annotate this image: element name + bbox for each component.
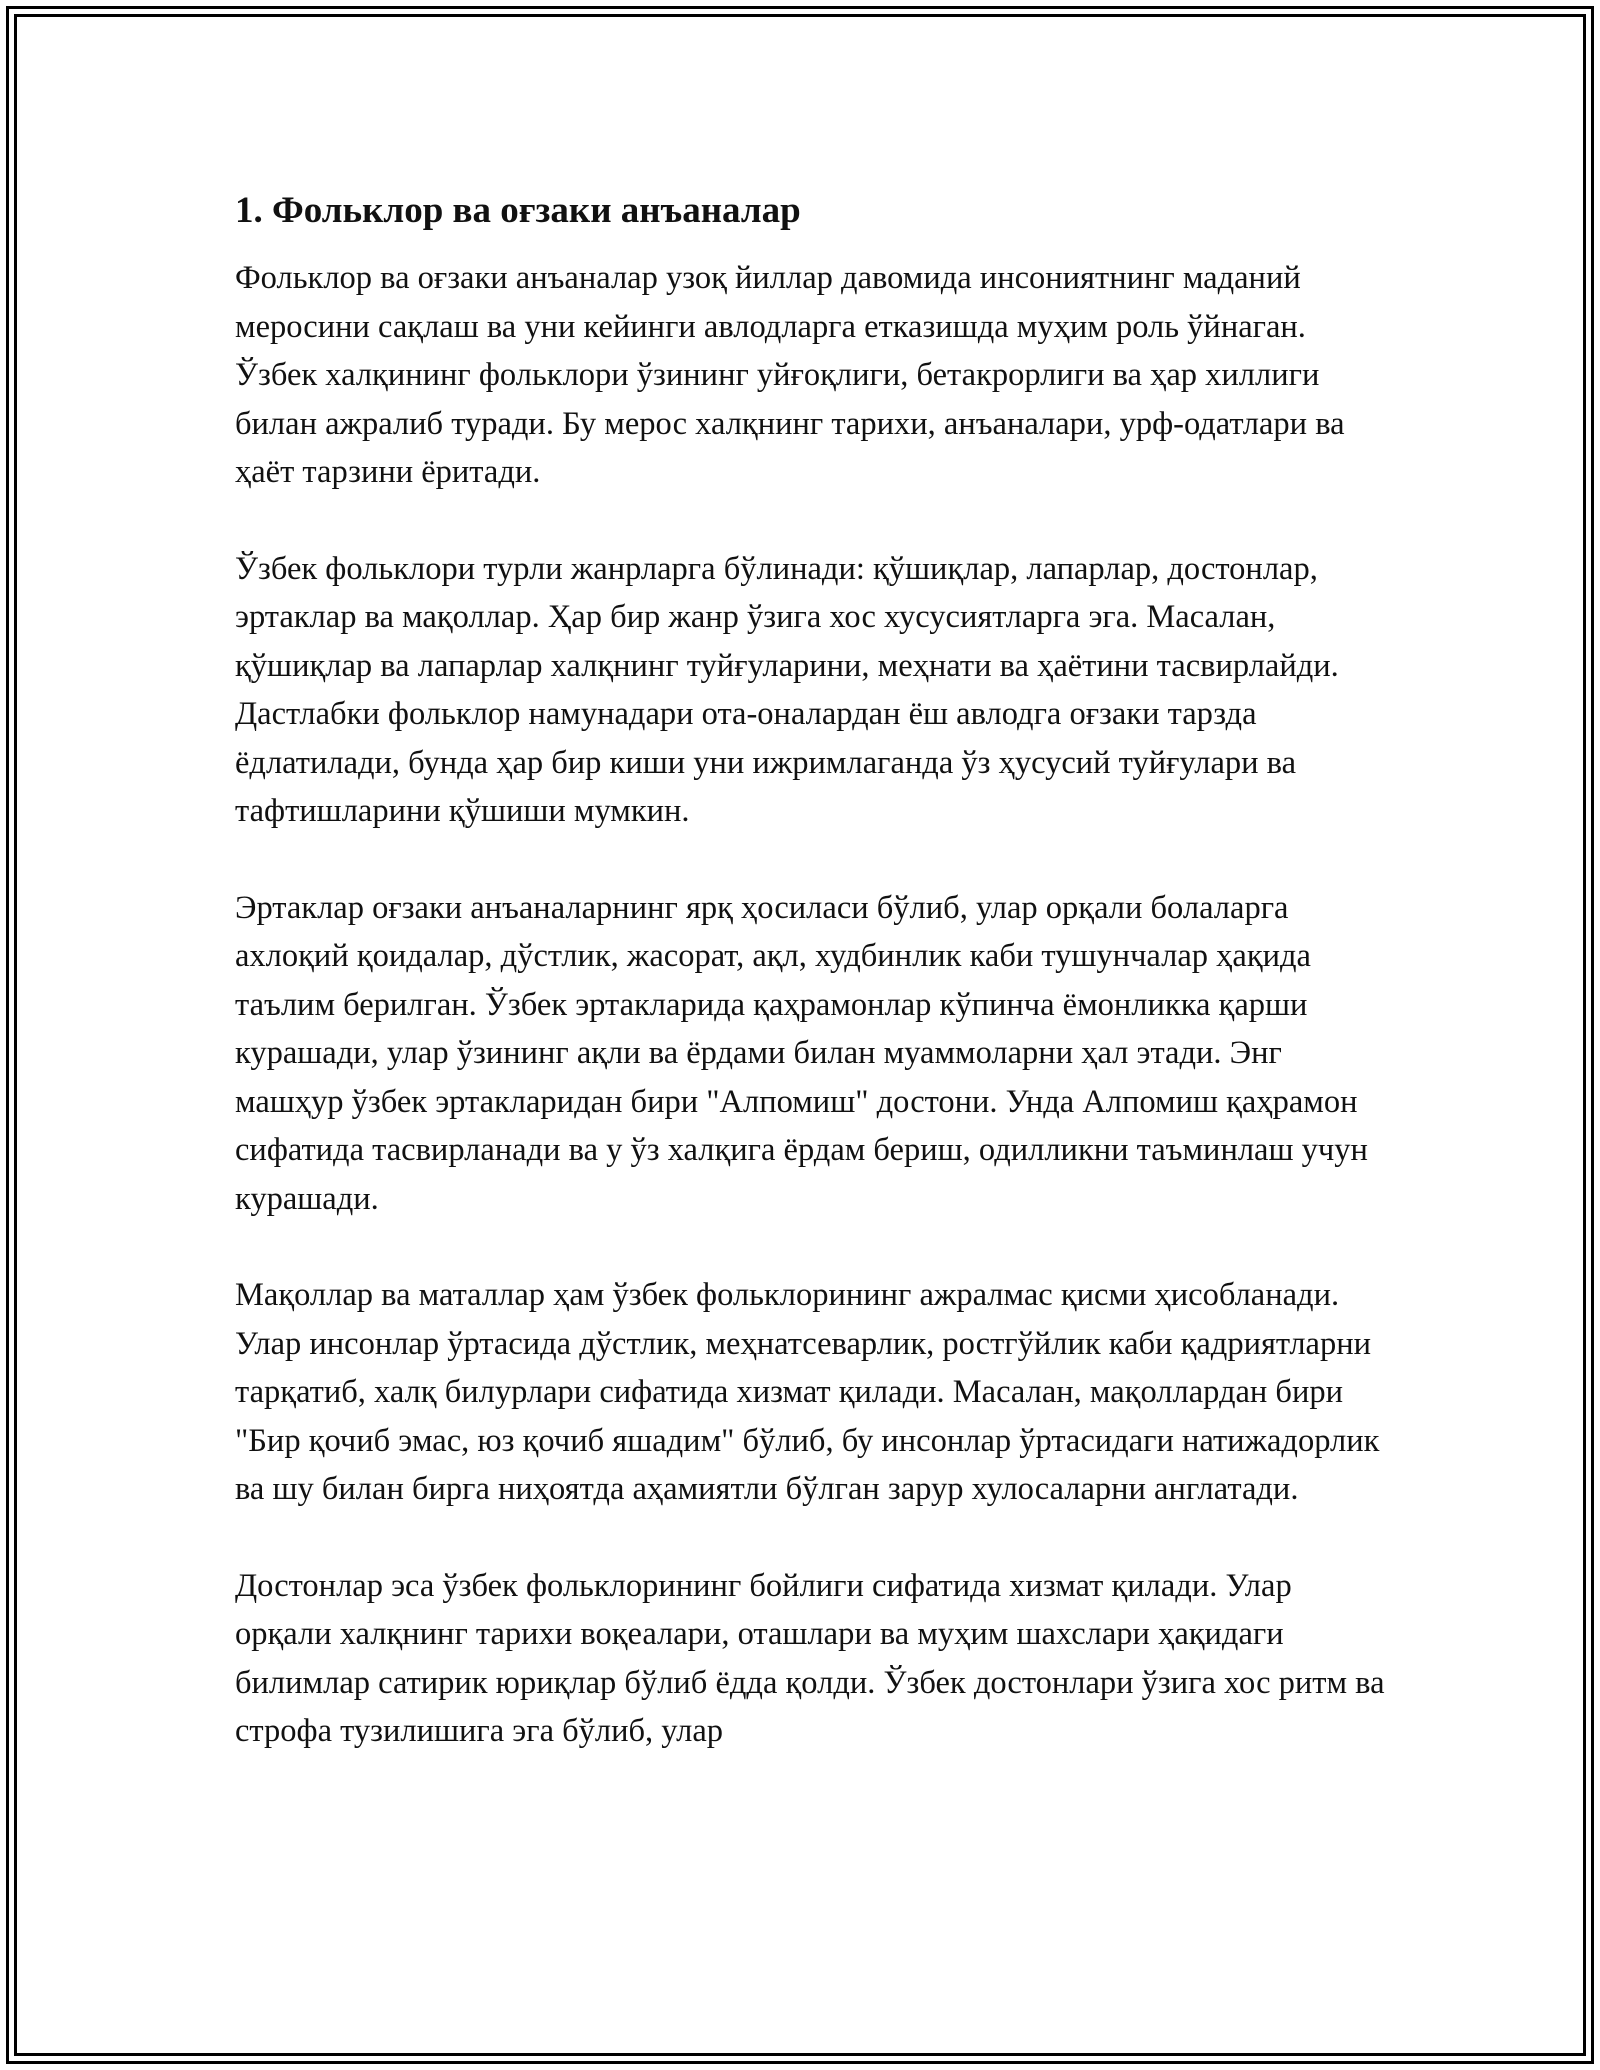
paragraph-2: Ўзбек фольклори турли жанрларга бўлинади: қўшиқлар, лапарлар, достонлар, эртаклар ва мақоллар. Ҳар бир жанр ўзига хос хусусиятларга эга. Масалан, қўшиқлар ва лапарлар халқнинг туйғуларини, меҳнати ва ҳаётини тасвирлайди. Дастлабки фольклор намунадари ота-оналардан ёш авлодга оғзаки тарзда ёдлатилади, бунда ҳар бир киши уни ижримлаганда ўз ҳусусий туйғулари ва тафтишларини қўшиши мумкин. xyxy=(235,550,1339,829)
paragraph-1: Фольклор ва оғзаки анъаналар узоқ йиллар давомида инсониятнинг маданий меросини сақлаш ва уни кейинги авлодларга етказишда муҳим роль ўйнаган. Ўзбек халқининг фольклори ўзининг уйғоқлиги, бетакрорлиги ва ҳар хиллиги билан ажралиб туради. Бу мерос халқнинг тарихи, анъаналари, урф-одатлари ва ҳаёт тарзини ёритади. xyxy=(235,260,1345,490)
document-body xyxy=(235,188,1385,1804)
section-heading: 1. Фольклор ва оғзаки анъаналар xyxy=(235,190,801,231)
paragraph-4: Мақоллар ва маталлар ҳам ўзбек фольклорининг ажралмас қисми ҳисобланади. Улар инсонлар ўртасида дўстлик, меҳнатсеварлик, ростгўйлик каби қадриятларни тарқатиб, халқ билурлари сифатида хизмат қилади. Масалан, мақоллардан бири "Бир қочиб эмас, юз қочиб яшадим" бўлиб, бу инсонлар ўртасидаги натижадорлик ва шу билан бирга ниҳоятда аҳамиятли бўлган зарур хулосаларни англатади. xyxy=(235,1277,1380,1507)
paragraph-5: Достонлар эса ўзбек фольклорининг бойлиги сифатида хизмат қилади. Улар орқали халқнинг тарихи воқеалари, оташлари ва муҳим шахслари ҳақидаги билимлар сатирик юриқлар бўлиб ёдда қолди. Ўзбек достонлари ўзига хос ритм ва строфа тузилишига эга бўлиб, улар xyxy=(235,1567,1385,1749)
paragraph-3: Эртаклар оғзаки анъаналарнинг ярқ ҳосиласи бўлиб, улар орқали болаларга ахлоқий қоидалар, дўстлик, жасорат, ақл, худбинлик каби тушунчалар ҳақида таълим берилган. Ўзбек эртакларида қаҳрамонлар кўпинча ёмонликка қарши курашади, улар ўзининг ақли ва ёрдами билан муаммоларни ҳал этади. Энг машҳур ўзбек эртакларидан бири "Алпомиш" достони. Унда Алпомиш қаҳрамон сифатида тасвирланади ва у ўз халқига ёрдам бериш, одилликни таъминлаш учун курашади. xyxy=(235,889,1368,1217)
